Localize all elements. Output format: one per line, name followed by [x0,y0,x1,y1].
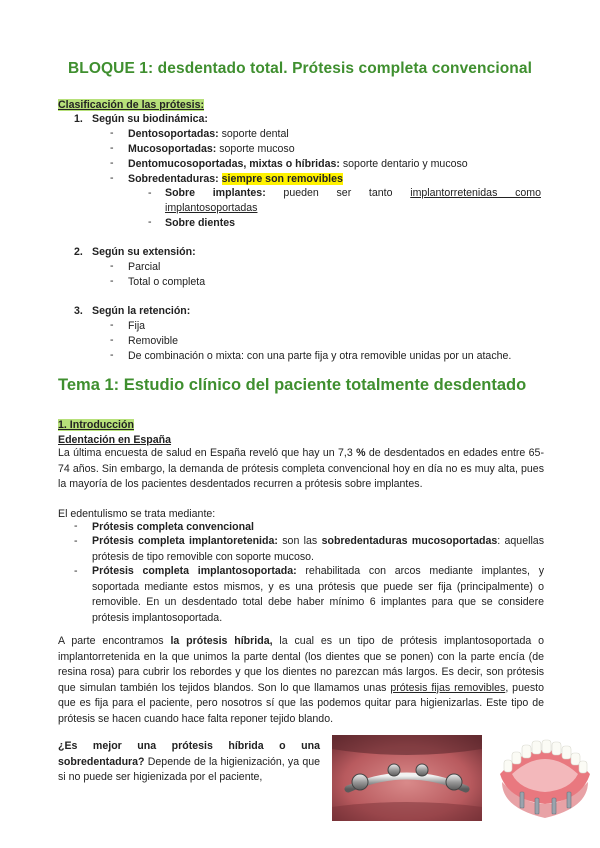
list-item: Removible [128,335,179,347]
paragraph-text: Depende de la higienización, ya que si no puede ser higienizada por el paciente, [58,755,320,784]
item-bold: Sobre implantes: [165,187,266,199]
section-1-label: Según su biodinámica: [92,113,208,125]
intro-paragraph-1 [58,446,544,493]
list-item [128,157,468,171]
bloque-title: BLOQUE 1: desdentado total. Prótesis completa convencional [67,60,532,77]
sub-list-item: Sobre dientes [165,217,236,229]
implant-bar-photo [332,735,482,821]
question-text: ¿Es mejor una prótesis híbrida o una sobredentadura? [58,740,320,768]
item-text: soporte dentario y mucoso [339,158,468,170]
item-text: son las [277,535,322,547]
paragraph-text: La última encuesta de salud en España reveló que hay un 7,3 [58,447,357,459]
hybrid-prosthesis-photo [490,730,600,824]
list-bullet: - [110,127,114,139]
list-item [128,172,343,186]
list-item [128,127,289,141]
implant-bar-image [332,735,482,821]
item-text: soporte dental [218,128,289,140]
sub-list-item [165,186,541,216]
intro-paragraph-2: El edentulismo se trata mediante: [58,508,216,520]
list-bullet: - [110,142,114,154]
intro-paragraph-4 [58,739,320,786]
intro-paragraph-3 [58,634,544,728]
list-bullet: - [74,520,78,532]
highlight-text: siempre son removibles [221,173,343,185]
list-bullet: - [110,275,114,287]
section-2-label: Según su extensión: [92,246,196,258]
list-item: De combinación o mixta: con una parte fija y otra removible unidas por un atache. [128,350,512,362]
list-bullet: - [110,157,114,169]
list-bullet: - [110,319,114,331]
item-text: pueden ser tanto [265,187,411,199]
section-2-number: 2. [74,246,83,258]
hybrid-prosthesis-image [490,730,600,824]
paragraph-text: la cual es un tipo de prótesis implantosoportada o implantorretenida en la que unimos la parte dental (los dientes que se ponen) con la parte encía (de resina rosa) para cubrir los rebordes y que los dientes no parezcan más largos. Es decir, son prótesis que simulan también los tejidos blandos. Son lo que llamamos unas [58,635,544,694]
item-bold: Prótesis completa implantosoportada: [92,565,297,577]
intro-heading-text: 1. Introducción [58,419,134,431]
list-bullet: - [110,172,114,184]
intro-subheading: Edentación en España [58,434,172,446]
item-text: rehabilitada con arcos mediante implantes, y soportada mediante estos mismos, y es una prótesis que puede ser fija (principalmente) o removible. En un desdentado total debe haber mínimo 6 implantes para que se considere prótesis implantosoportada. [92,565,544,624]
treatment-item-1: Prótesis completa convencional [92,521,254,533]
clasificacion-heading [58,98,204,112]
paragraph-bold: la prótesis híbrida, [170,635,273,647]
list-item: Fija [128,320,146,332]
tema-title: Tema 1: Estudio clínico del paciente totalmente desdentado [58,376,527,394]
section-3-number: 3. [74,305,83,317]
underlined-text: implantorretenidas como [410,187,541,199]
percent-sign: % [356,447,366,459]
item-bold: Mucosoportadas: [128,143,217,155]
item-bold: Dentosoportadas: [128,128,219,140]
section-1-number: 1. [74,113,83,125]
list-bullet: - [110,334,114,346]
paragraph-text: de desdentados en edades entre 65-74 años. Sin embargo, la demanda de prótesis completa convencional hoy en día no es muy alta, pues la mayoría de los pacientes desdentados recurren a prótesis sobre implantes. [58,447,544,491]
list-bullet: - [110,260,114,272]
list-item: Total o completa [128,276,206,288]
underlined-text: prótesis fijas removibles [390,681,506,694]
item-bold: Dentomucosoportadas, mixtas o híbridas: [128,158,340,170]
item-bold: Sobredentaduras: [128,173,219,185]
item-text: soporte mucoso [216,143,295,155]
item-text: : aquellas prótesis de tipo removible con soporte mucoso. [92,535,544,563]
item-bold: sobredentaduras mucosoportadas [321,535,498,547]
intro-heading [58,418,134,432]
underlined-text: implantosoportadas [165,202,258,214]
list-bullet: - [148,187,152,199]
item-bold: Prótesis completa implantoretenida: [92,535,278,547]
list-item [128,142,295,156]
clasificacion-heading-text: Clasificación de las prótesis: [58,99,205,111]
list-item: Parcial [128,261,161,273]
list-bullet: - [74,565,78,577]
section-3-label: Según la retención: [92,305,191,317]
list-bullet: - [74,535,78,547]
paragraph-text: , puesto que es fija para el paciente, pero nosotros sí que las podemos quitar para higienizarlas. Este tipo de prótesis se hacen cuando hace falta reponer tejido blando. [58,681,544,725]
paragraph-text: A parte encontramos [58,635,171,647]
list-bullet: - [148,216,152,228]
list-bullet: - [110,349,114,361]
treatment-item-3 [92,564,544,626]
treatment-item-2 [92,534,544,565]
